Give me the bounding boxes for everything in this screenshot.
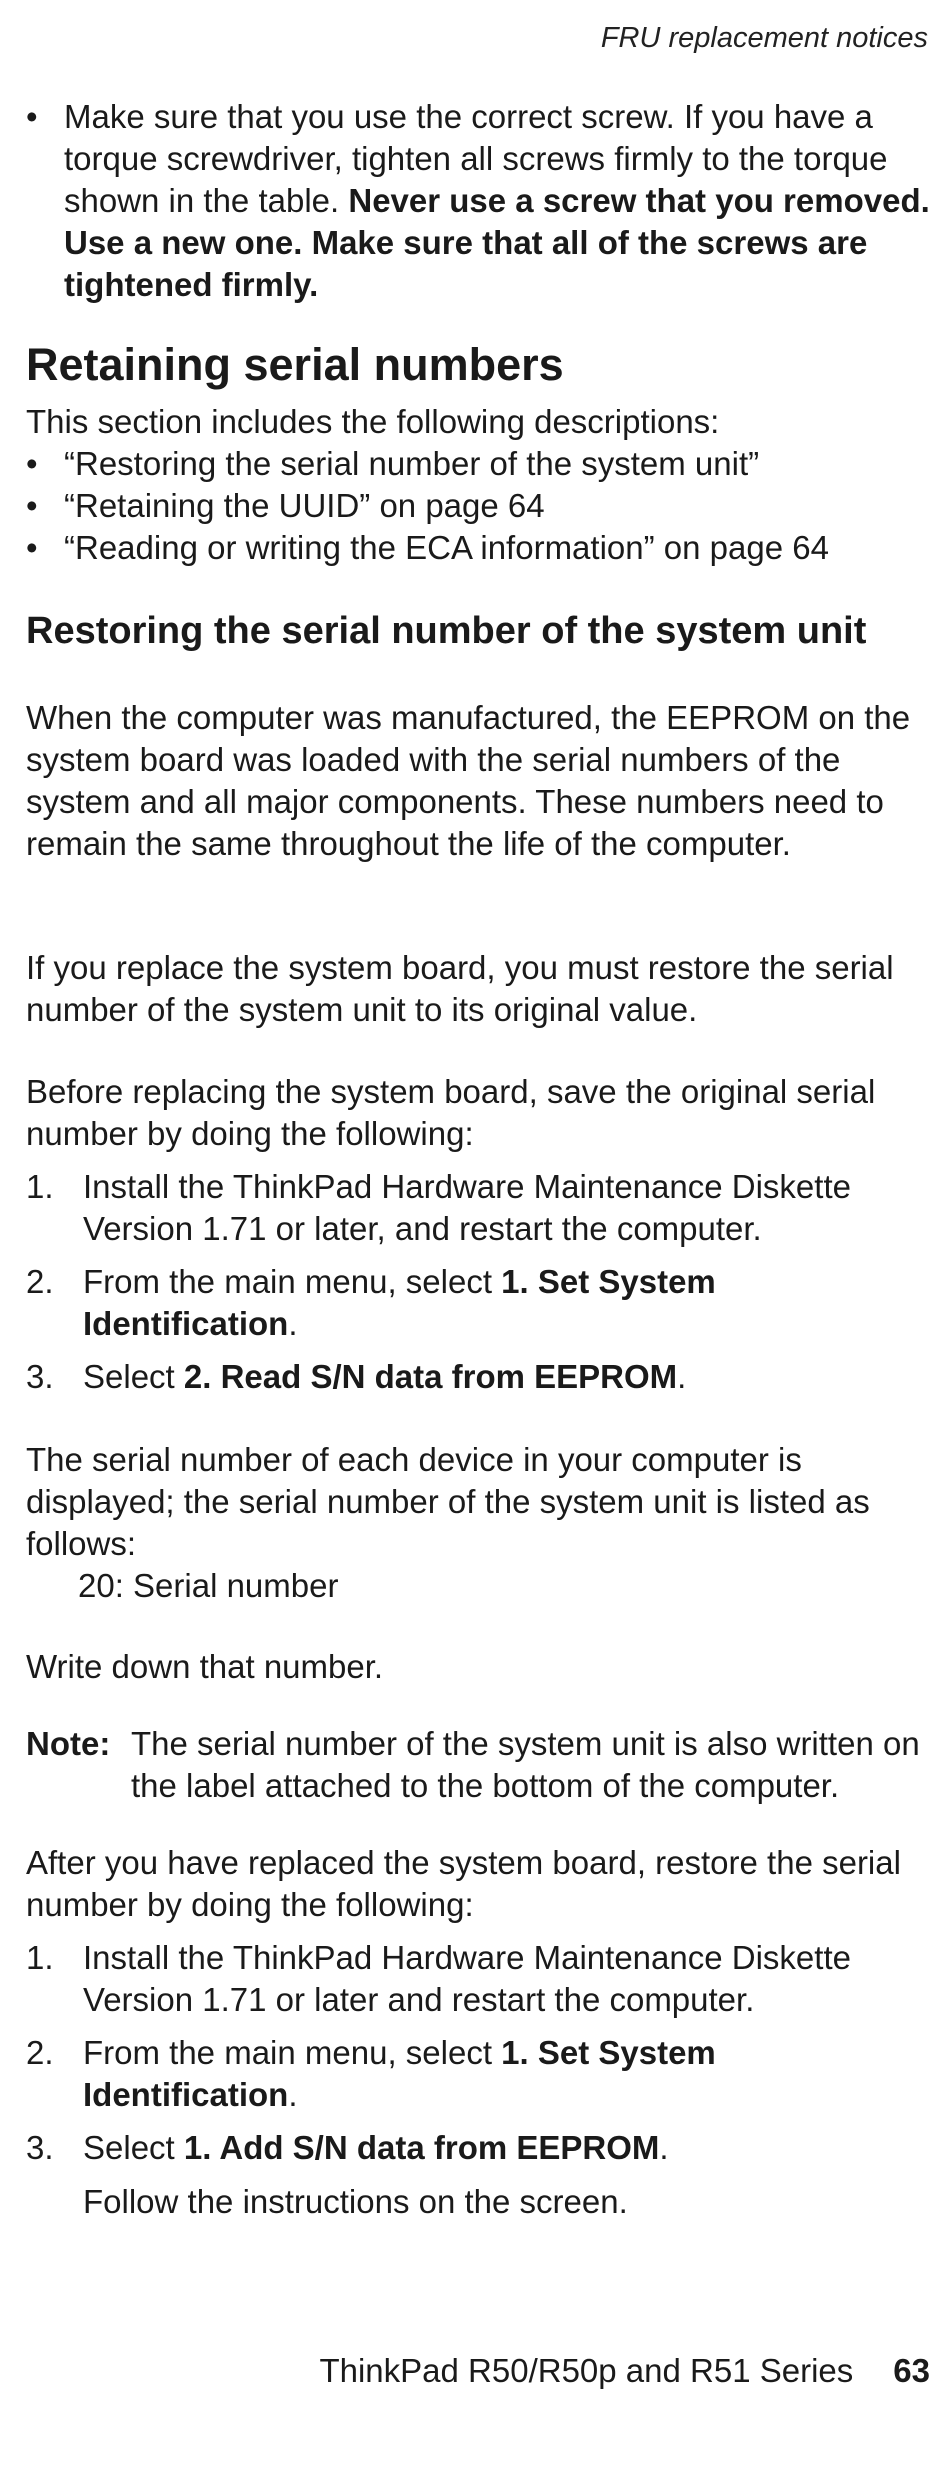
footer-series: ThinkPad R50/R50p and R51 Series [319,2352,854,2389]
section1-intro: This section includes the following descriptions: [26,403,720,440]
step-item: 1. Install the ThinkPad Hardware Maintenance Diskette Version 1.71 or later and restart the computer. [26,1939,851,2018]
intro-bullet-text: Make sure that you use the correct screw. If you have a torque screwdriver, tighten all screws firmly to the torque shown in the table. [64,98,888,219]
step-item: 2. From the main menu, select 1. Set System Identification. [26,1263,716,1342]
intro-bullet-bold: Never use a screw that you removed. Use a new one. Make sure that all of the screws are tightened firmly. [64,182,930,303]
paragraph: When the computer was manufactured, the EEPROM on the system board was loaded with the serial numbers of the system and all major components. These numbers need to remain the same throughout the life of the computer. [26,699,911,862]
intro-bullet [26,96,930,306]
paragraph: The serial number of each device in your computer is displayed; the serial number of the system unit is listed as follows: [26,1441,870,1562]
paragraph: Before replacing the system board, save the original serial number by doing the following: [26,1073,876,1152]
follow-instructions: Follow the instructions on the screen. [83,2183,628,2220]
note-label: Note: [26,1725,111,1762]
section-heading-restoring: Restoring the serial number of the system unit [26,610,867,652]
note-text: The serial number of the system unit is also written on the label attached to the bottom of the computer. [131,1725,920,1804]
note [26,1723,930,1807]
page-number: 63 [893,2352,930,2389]
section-heading-retaining: Retaining serial numbers [26,339,564,390]
step-item: 3. Select 2. Read S/N data from EEPROM. [26,1358,687,1395]
list-item: • “Restoring the serial number of the system unit” [26,445,760,482]
step-item: 2. From the main menu, select 1. Set System Identification. [26,2034,716,2113]
paragraph: After you have replaced the system board, restore the serial number by doing the following: [26,1844,901,1923]
paragraph: If you replace the system board, you must restore the serial number of the system unit to its original value. [26,949,894,1028]
list-item: • “Retaining the UUID” on page 64 [26,487,545,524]
paragraph: Write down that number. [26,1648,384,1685]
page-footer [0,2352,930,2390]
list-item: • “Reading or writing the ECA information” on page 64 [26,529,829,566]
step-item: 3. Select 1. Add S/N data from EEPROM. [26,2129,669,2166]
running-header: FRU replacement notices [600,22,928,54]
step-item: 1. Install the ThinkPad Hardware Maintenance Diskette Version 1.71 or later, and restart the computer. [26,1168,851,1247]
serial-line: 20: Serial number [78,1567,339,1604]
bullet-mark: • [26,98,38,135]
